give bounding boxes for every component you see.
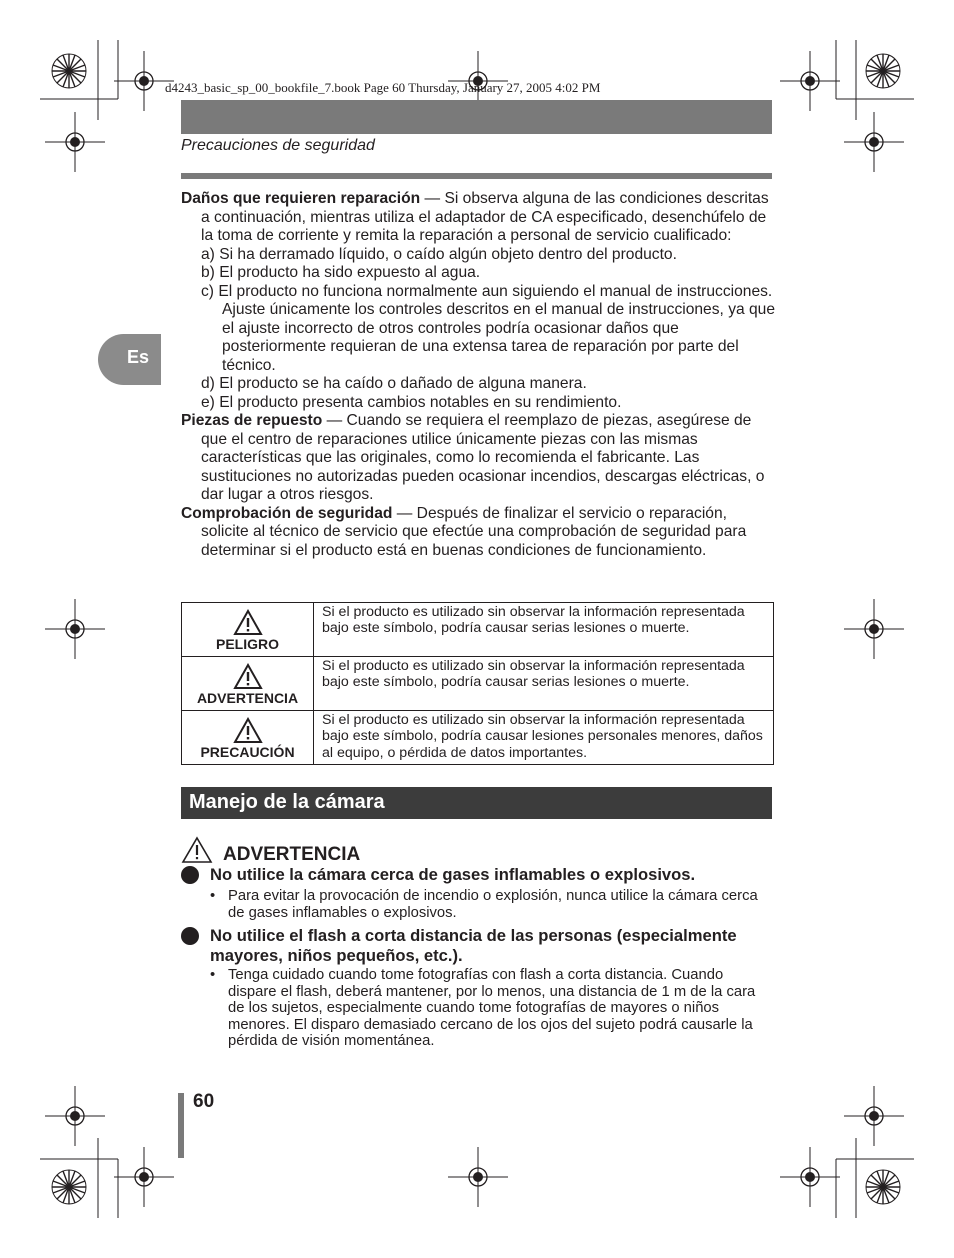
small-bullet-icon: •	[210, 888, 216, 904]
warning-bullet	[181, 926, 741, 965]
section-title: Precauciones de seguridad	[181, 137, 375, 154]
damage-paragraph	[181, 190, 776, 246]
damage-label: Daños que requieren reparación	[181, 190, 421, 207]
language-tab	[98, 334, 161, 385]
warning-triangle-icon	[233, 717, 263, 744]
bullet-note-text: Tenga cuidado cuando tome fotografías con flash a corta distancia. Cuando dispare el flash, deberá mantener, por lo menos, una distancia de 1 m de la cara de los sujetos, especialmente cuando tome fotografías de mayores o niños menores. El disparo demasiado cercano de los ojos del sujeto podrá causarle la pérdida de visión momentánea.	[228, 967, 756, 1050]
table-row	[182, 711, 774, 765]
repair-item: e) El producto presenta cambios notables en su rendimiento.	[201, 393, 622, 411]
bullet-heading: No utilice la cámara cerca de gases inflamables o explosivos.	[210, 865, 696, 884]
check-paragraph	[181, 505, 776, 561]
damage-text: — Si observa alguna de las condiciones descritas a continuación, mientras utiliza el adaptador de CA especificado, desenchúfelo de la toma de corriente y remita la reparación a personal de servicio cualificado:	[201, 190, 769, 244]
small-bullet-icon: •	[210, 967, 216, 983]
table-row	[182, 657, 774, 711]
warning-triangle-icon	[233, 609, 263, 636]
parts-text: — Cuando se requiera el reemplazo de piezas, asegúrese de que el centro de reparaciones utilice únicamente piezas con las mismas características que las originales, como lo recomienda el fabricante. Las sustituciones no autorizadas pueden ocasionar incendios, descargas eléctricas, o dar lugar a otros riesgos.	[201, 412, 765, 503]
header-bar	[181, 100, 772, 134]
repair-item: a) Si ha derramado líquido, o caído algún objeto dentro del producto.	[201, 245, 677, 263]
symbol-cell	[182, 603, 314, 657]
warning-triangle-icon	[181, 836, 213, 864]
warning-symbols-table	[181, 602, 774, 765]
check-text: — Después de finalizar el servicio o reparación, solicite al técnico de servicio que efectúe una comprobación de seguridad para determinar si el producto está en buenas condiciones de funcionamiento.	[201, 504, 747, 559]
symbol-description: Si el producto es utilizado sin observar la información representada bajo este símbolo, podría causar lesiones personales menores, daños al equipo, o pérdida de datos importantes.	[314, 711, 774, 765]
symbol-label: ADVERTENCIA	[196, 690, 299, 706]
symbol-label: PELIGRO	[215, 636, 279, 652]
bullet-heading: No utilice el flash a corta distancia de las personas (especialmente mayores, niños pequeños, etc.).	[210, 926, 737, 965]
warning-bullet	[181, 865, 695, 885]
bullet-dot-icon	[181, 866, 199, 884]
table-row	[182, 603, 774, 657]
page-number: 60	[193, 1091, 215, 1112]
parts-label: Piezas de repuesto	[181, 412, 323, 429]
bullet-note	[210, 967, 775, 1050]
language-tab-label: Es	[126, 347, 149, 367]
symbol-cell	[182, 657, 314, 711]
check-label: Comprobación de seguridad	[181, 504, 393, 522]
bullet-note	[210, 888, 775, 921]
repair-item: d) El producto se ha caído o dañado de alguna manera.	[201, 375, 587, 392]
warning-triangle-icon	[233, 663, 263, 690]
warning-heading-text: ADVERTENCIA	[223, 844, 361, 865]
repair-item: b) El producto ha sido expuesto al agua.	[201, 264, 481, 281]
page-number-bar	[178, 1093, 184, 1158]
symbol-cell	[182, 711, 314, 765]
warning-heading	[181, 834, 360, 866]
symbol-description: Si el producto es utilizado sin observar la información representada bajo este símbolo, podría causar serias lesiones o muerte.	[314, 657, 774, 711]
repair-text	[181, 190, 776, 560]
camera-section-title: Manejo de la cámara	[189, 791, 385, 813]
bullet-dot-icon	[181, 927, 199, 945]
camera-section-band	[181, 787, 772, 819]
file-info-line: d4243_basic_sp_00_bookfile_7.book Page 60 Thursday, January 27, 2005 4:02 PM	[165, 80, 601, 95]
bullet-note-text: Para evitar la provocación de incendio o explosión, nunca utilice la cámara cerca de gases inflamables o explosivos.	[228, 888, 758, 921]
section-rule	[181, 173, 772, 179]
symbol-label: PRECAUCIÓN	[200, 744, 295, 760]
repair-item: c) El producto no funciona normalmente aun siguiendo el manual de instrucciones. Ajuste únicamente los controles descritos en el manual de instrucciones, ya que el ajuste incorrecto de otros controles podría ocasionar daños que posteriormente requieran de una extensa tarea de reparación por parte del técnico.	[201, 282, 776, 374]
symbol-description: Si el producto es utilizado sin observar la información representada bajo este símbolo, podría causar serias lesiones o muerte.	[314, 603, 774, 657]
parts-paragraph	[181, 412, 776, 505]
